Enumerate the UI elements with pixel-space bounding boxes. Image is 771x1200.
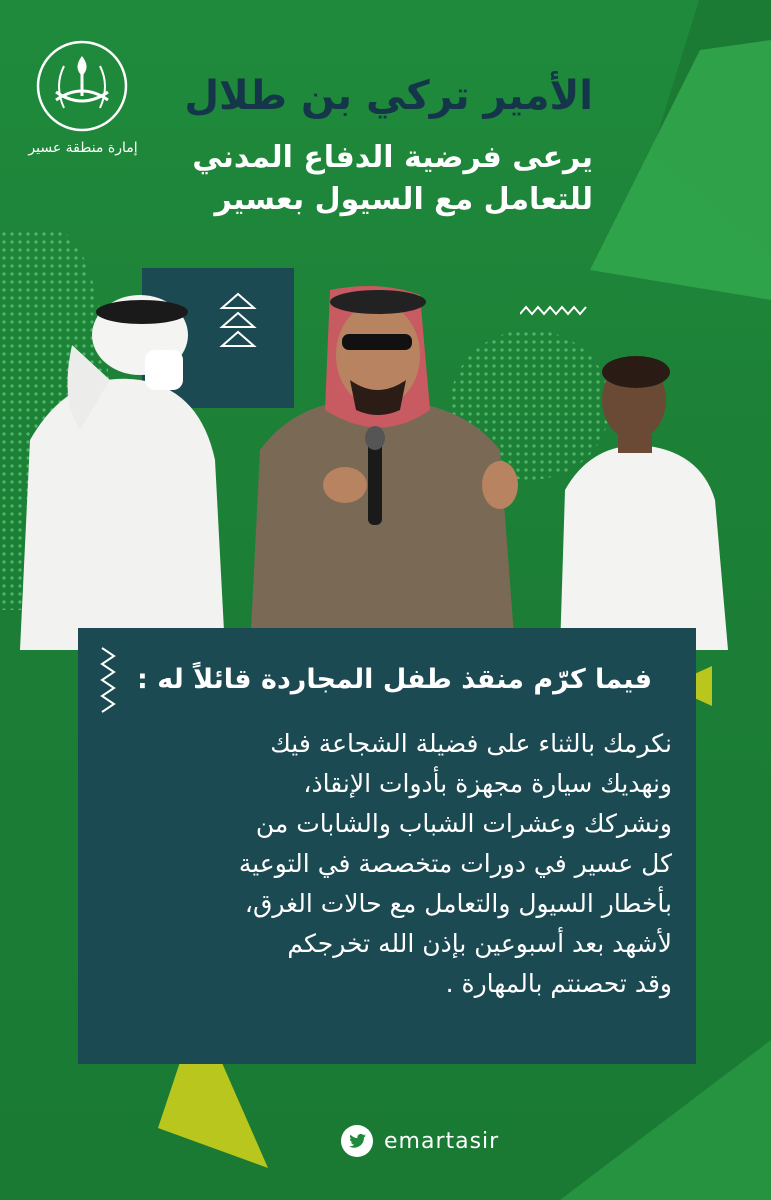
event-photo: [0, 260, 771, 650]
twitter-handle[interactable]: emartasir: [384, 1128, 500, 1154]
man-left-figure: [20, 295, 225, 650]
man-right-figure: [560, 356, 728, 650]
quote-line: لأشهد بعد أسبوعين بإذن الله تخرجكم: [287, 929, 672, 958]
quote-line: ونهديك سيارة مجهزة بأدوات الإنقاذ،: [303, 769, 672, 798]
man-center-figure: [250, 286, 518, 650]
headline-title: الأمير تركي بن طلال: [184, 73, 593, 119]
quote-line: ونشركك وعشرات الشباب والشابات من: [255, 809, 672, 838]
subtitle-line-2: للتعامل مع السيول بعسير: [214, 182, 593, 217]
twitter-icon[interactable]: [340, 1124, 374, 1158]
quote-line: كل عسير في دورات متخصصة في التوعية: [238, 849, 672, 878]
quote-panel: [78, 628, 696, 1064]
quote-line: بأخطار السيول والتعامل مع حالات الغرق،: [244, 889, 672, 918]
quote-heading: فيما كرّم منقذ طفل المجاردة قائلاً له :: [137, 664, 652, 695]
emblem-logo: [34, 38, 130, 134]
logo-caption: إمارة منطقة عسير: [28, 140, 138, 156]
quote-body: [96, 724, 672, 1004]
social-footer[interactable]: [340, 1124, 499, 1158]
subtitle-line-1: يرعى فرضية الدفاع المدني: [192, 140, 593, 175]
quote-line: نكرمك بالثناء على فضيلة الشجاعة فيك: [270, 729, 672, 758]
light-green-triangle-bottom-right: [560, 1040, 771, 1200]
quote-line: وقد تحصنتم بالمهارة .: [445, 969, 672, 998]
